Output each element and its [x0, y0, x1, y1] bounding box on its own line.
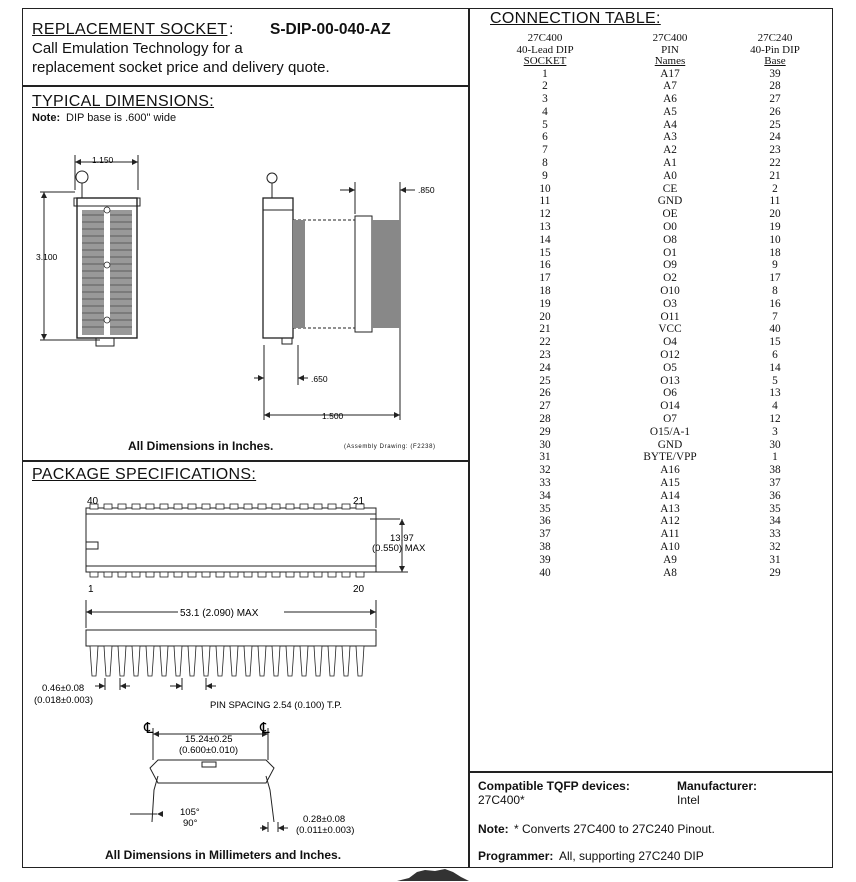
base-pin-cell: 17 — [769, 272, 781, 285]
table-row — [470, 247, 830, 260]
table-row — [470, 119, 830, 132]
manufacturer-value: Intel — [677, 793, 700, 807]
socket-pin-cell: 25 — [539, 374, 551, 387]
socket-pin-cell: 40 — [539, 566, 551, 579]
base-pin-cell: 10 — [769, 233, 781, 246]
manufacturer-label: Manufacturer: — [677, 779, 758, 793]
pin-name-cell: A8 — [663, 566, 677, 579]
socket-pin-cell: 31 — [539, 451, 551, 464]
header-col1-line2: 40-Lead DIP — [516, 43, 574, 56]
table-row — [470, 259, 830, 272]
replacement-colon: : — [229, 21, 234, 38]
lead-thickness-in: (0.011±0.003) — [296, 825, 355, 836]
table-row — [470, 490, 830, 503]
pin-name-cell: O4 — [663, 336, 677, 349]
pin-name-cell: O12 — [660, 349, 680, 362]
replacement-line-1: Call Emulation Technology for a — [32, 40, 243, 57]
table-row — [470, 464, 830, 477]
table-row — [470, 285, 830, 298]
base-pin-cell: 30 — [769, 438, 781, 451]
table-row — [470, 272, 830, 285]
table-row — [470, 515, 830, 528]
table-row — [470, 387, 830, 400]
typical-note-text: DIP base is .600" wide — [66, 112, 177, 124]
divider-connection — [468, 771, 833, 773]
pin-name-cell: O8 — [663, 233, 677, 246]
package-length: 53.1 (2.090) MAX — [180, 608, 259, 619]
pin-name-cell: A9 — [663, 553, 677, 566]
package-footer: All Dimensions in Millimeters and Inches. — [105, 848, 342, 862]
programmer-label: Programmer: — [478, 849, 554, 863]
base-pin-cell: 13 — [769, 387, 781, 400]
table-row — [470, 439, 830, 452]
base-pin-cell: 6 — [772, 349, 778, 362]
typical-note-label: Note: — [32, 112, 61, 124]
dim-pin: .650 — [311, 374, 328, 384]
table-row — [470, 349, 830, 362]
pin-spacing: PIN SPACING 2.54 (0.100) T.P. — [210, 700, 343, 711]
pin-name-cell: O1 — [663, 246, 677, 259]
socket-pin-cell: 34 — [539, 489, 551, 502]
replacement-line-2: replacement socket price and delivery quote. — [32, 59, 330, 76]
lead-thickness-mm: 0.28±0.08 — [303, 814, 346, 825]
base-pin-cell: 7 — [772, 310, 778, 323]
pin-width-mm: 0.46±0.08 — [42, 683, 85, 694]
table-row — [470, 336, 830, 349]
socket-pin-cell: 11 — [539, 195, 551, 208]
pin-name-cell: O0 — [663, 221, 677, 234]
base-pin-cell: 35 — [769, 502, 781, 515]
base-pin-cell: 36 — [769, 489, 781, 502]
base-pin-cell: 2 — [772, 182, 778, 195]
socket-drawing — [30, 140, 460, 440]
row-spacing-in: (0.600±0.010) — [179, 745, 239, 756]
pin-20-label: 20 — [353, 584, 365, 595]
socket-pin-cell: 37 — [539, 528, 551, 541]
pin-name-cell: A1 — [663, 157, 677, 170]
table-row — [470, 413, 830, 426]
typical-footer: All Dimensions in Inches. — [128, 439, 274, 453]
base-pin-cell: 27 — [769, 93, 781, 106]
side-view-leads — [90, 646, 364, 676]
pin-name-cell: O14 — [660, 400, 680, 413]
socket-pin-cell: 15 — [539, 246, 551, 259]
header-col3-line2: 40-Pin DIP — [750, 43, 800, 56]
table-row — [470, 93, 830, 106]
pin-name-cell: A0 — [663, 169, 677, 182]
header-col2-line3: Names — [654, 55, 686, 67]
side-view-pins — [293, 220, 400, 328]
socket-pin-cell: 24 — [539, 361, 551, 374]
dim-length: 1.500 — [322, 411, 344, 421]
pin-name-cell: O5 — [663, 361, 677, 374]
base-pin-cell: 3 — [772, 425, 778, 438]
table-row — [470, 362, 830, 375]
socket-pin-cell: 26 — [539, 387, 551, 400]
socket-pin-cell: 9 — [542, 169, 548, 182]
base-pin-cell: 8 — [772, 285, 778, 298]
base-pin-cell: 37 — [769, 477, 781, 489]
header-col2-line2: PIN — [661, 43, 679, 56]
pin-name-cell: O9 — [663, 259, 677, 272]
table-row — [470, 195, 830, 208]
base-pin-cell: 22 — [769, 157, 781, 170]
socket-pin-cell: 36 — [539, 515, 551, 528]
socket-pin-cell: 28 — [539, 413, 551, 426]
base-pin-cell: 11 — [769, 195, 781, 208]
socket-pin-cell: 13 — [539, 221, 551, 234]
socket-pin-cell: 4 — [542, 105, 548, 118]
table-row — [470, 68, 830, 81]
table-row — [470, 311, 830, 324]
socket-pin-cell: 18 — [539, 285, 551, 298]
table-row — [470, 106, 830, 119]
pin-name-cell: A12 — [660, 515, 680, 528]
socket-pin-cell: 10 — [539, 182, 551, 195]
socket-pin-cell: 5 — [542, 118, 548, 131]
table-row — [470, 131, 830, 144]
header-col1-line3: SOCKET — [523, 55, 567, 67]
row-spacing-mm: 15.24±0.25 — [185, 734, 233, 745]
socket-pin-cell: 33 — [539, 477, 551, 489]
table-row — [470, 157, 830, 170]
base-pin-cell: 34 — [769, 515, 781, 528]
header-col3-line3: Base — [764, 55, 786, 67]
package-drawing — [30, 490, 460, 840]
table-row — [470, 451, 830, 464]
socket-pin-cell: 12 — [539, 208, 551, 221]
pin-width-in: (0.018±0.003) — [34, 695, 94, 706]
base-pin-cell: 32 — [769, 540, 781, 553]
base-pin-cell: 18 — [769, 246, 781, 259]
divider-replacement — [22, 85, 468, 87]
table-row — [470, 144, 830, 157]
angle-min: 90° — [183, 818, 198, 829]
pin-name-cell: A7 — [663, 80, 677, 93]
table-row — [470, 554, 830, 567]
socket-pin-cell: 2 — [542, 80, 548, 93]
base-pin-cell: 39 — [769, 67, 781, 80]
socket-pin-cell: 14 — [539, 233, 551, 246]
pin-name-cell: GND — [657, 195, 683, 208]
table-row — [470, 528, 830, 541]
base-pin-cell: 1 — [772, 451, 778, 464]
pin-name-cell: O13 — [660, 374, 680, 387]
base-pin-cell: 24 — [769, 131, 781, 144]
pin-name-cell: A14 — [660, 489, 680, 502]
divider-typical — [22, 460, 468, 462]
centerline-left: ℄ — [144, 720, 154, 737]
package-heading: PACKAGE SPECIFICATIONS: — [32, 466, 257, 483]
pin-name-cell: A15 — [660, 477, 680, 489]
socket-pin-cell: 30 — [539, 438, 551, 451]
base-pin-cell: 16 — [769, 297, 781, 310]
table-row — [470, 170, 830, 183]
height-in: (0.550) MAX — [372, 543, 426, 554]
pin-21-label: 21 — [353, 496, 365, 507]
socket-pin-cell: 7 — [542, 144, 548, 157]
table-row — [470, 323, 830, 336]
pin-name-cell: O6 — [663, 387, 677, 400]
connection-heading: CONNECTION TABLE: — [490, 10, 661, 27]
base-pin-cell: 19 — [769, 221, 781, 234]
base-pin-cell: 31 — [769, 553, 781, 566]
base-pin-cell: 15 — [769, 336, 781, 349]
table-row — [470, 80, 830, 93]
base-pin-cell: 12 — [769, 413, 781, 426]
table-row — [470, 208, 830, 221]
pin-40-label: 40 — [87, 496, 99, 507]
base-pin-cell: 4 — [772, 400, 778, 413]
table-row — [470, 221, 830, 234]
table-row — [470, 375, 830, 388]
socket-pin-cell: 22 — [539, 336, 551, 349]
compat-label: Compatible TQFP devices: — [478, 779, 630, 793]
drawing-reference: (Assembly Drawing: (F2238) — [344, 444, 436, 450]
table-row — [470, 298, 830, 311]
table-row — [470, 503, 830, 516]
pin-name-cell: O11 — [660, 310, 680, 323]
pin-name-cell: A11 — [660, 528, 680, 541]
base-pin-cell: 9 — [772, 259, 778, 272]
replacement-heading: REPLACEMENT SOCKET — [32, 21, 228, 38]
socket-pin-cell: 3 — [542, 93, 548, 106]
logo-mark — [395, 868, 475, 882]
base-pin-cell: 21 — [769, 169, 781, 182]
pin-name-cell: OE — [662, 208, 678, 221]
pin-name-cell: O7 — [663, 413, 677, 426]
pin-name-cell: A16 — [660, 464, 680, 477]
pin-name-cell: O15/A-1 — [649, 425, 691, 438]
socket-pin-cell: 27 — [539, 400, 551, 413]
base-pin-cell: 33 — [769, 528, 781, 541]
header-col3-line1: 27C240 — [757, 32, 793, 44]
base-pin-cell: 20 — [769, 208, 781, 221]
pin-1-label: 1 — [88, 584, 94, 595]
socket-pin-cell: 21 — [539, 323, 551, 336]
table-row — [470, 234, 830, 247]
pin-name-cell: A6 — [663, 93, 677, 106]
pin-name-cell: A5 — [663, 105, 677, 118]
socket-pin-cell: 16 — [539, 259, 551, 272]
table-row — [470, 426, 830, 439]
centerline-right: ℄ — [260, 720, 270, 737]
pin-name-cell: O10 — [660, 285, 680, 298]
base-pin-cell: 26 — [769, 105, 781, 118]
table-row — [470, 567, 830, 580]
pin-name-cell: CE — [662, 182, 678, 195]
socket-pin-cell: 39 — [539, 553, 551, 566]
pin-name-cell: VCC — [658, 323, 682, 336]
pin-name-cell: A3 — [663, 131, 677, 144]
connection-table — [470, 33, 830, 579]
pin-name-cell: A17 — [660, 67, 680, 80]
socket-pin-cell: 6 — [542, 131, 548, 144]
base-pin-cell: 14 — [769, 361, 781, 374]
socket-pin-cell: 32 — [539, 464, 551, 477]
connection-table-header — [470, 33, 830, 68]
header-col2-line1: 27C400 — [652, 32, 688, 44]
socket-pin-cell: 35 — [539, 502, 551, 515]
table-row — [470, 477, 830, 490]
angle-max: 105° — [180, 807, 200, 818]
height-mm: 13.97 — [390, 533, 414, 544]
dim-width: 1.150 — [92, 155, 114, 165]
pin-name-cell: O2 — [663, 272, 677, 285]
typical-heading: TYPICAL DIMENSIONS: — [32, 93, 215, 110]
socket-pin-cell: 23 — [539, 349, 551, 362]
pin-name-cell: A2 — [663, 144, 677, 157]
connection-table-body — [470, 68, 830, 580]
table-row — [470, 183, 830, 196]
header-col1-line1: 27C400 — [527, 32, 563, 44]
base-pin-cell: 5 — [772, 374, 778, 387]
replacement-part-number: S-DIP-00-040-AZ — [270, 21, 391, 38]
base-pin-cell: 38 — [769, 464, 781, 477]
pin-name-cell: BYTE/VPP — [643, 451, 697, 464]
pin-name-cell: A13 — [660, 502, 680, 515]
base-pin-cell: 23 — [769, 144, 781, 157]
base-pin-cell: 29 — [769, 566, 781, 579]
socket-pin-cell: 1 — [542, 67, 548, 80]
base-pin-cell: 28 — [769, 80, 781, 93]
socket-pin-cell: 17 — [539, 272, 551, 285]
programmer-text: All, supporting 27C240 DIP — [559, 849, 704, 863]
compat-device: 27C400* — [478, 793, 525, 807]
base-pin-cell: 40 — [769, 323, 781, 336]
table-row — [470, 400, 830, 413]
socket-pin-cell: 20 — [539, 310, 551, 323]
base-pin-cell: 25 — [769, 118, 781, 131]
dim-height: 3.100 — [36, 252, 58, 262]
socket-pin-cell: 29 — [539, 425, 551, 438]
pin-name-cell: A10 — [660, 540, 680, 553]
pin-name-cell: O3 — [663, 297, 677, 310]
table-row — [470, 541, 830, 554]
compat-note-text: * Converts 27C400 to 27C240 Pinout. — [514, 822, 715, 836]
pin-name-cell: GND — [657, 438, 683, 451]
socket-pin-cell: 38 — [539, 540, 551, 553]
socket-pin-cell: 8 — [542, 157, 548, 170]
pin-name-cell: A4 — [663, 118, 677, 131]
dim-top: .850 — [418, 185, 435, 195]
compat-note-label: Note: — [478, 822, 509, 836]
socket-pin-cell: 19 — [539, 297, 551, 310]
